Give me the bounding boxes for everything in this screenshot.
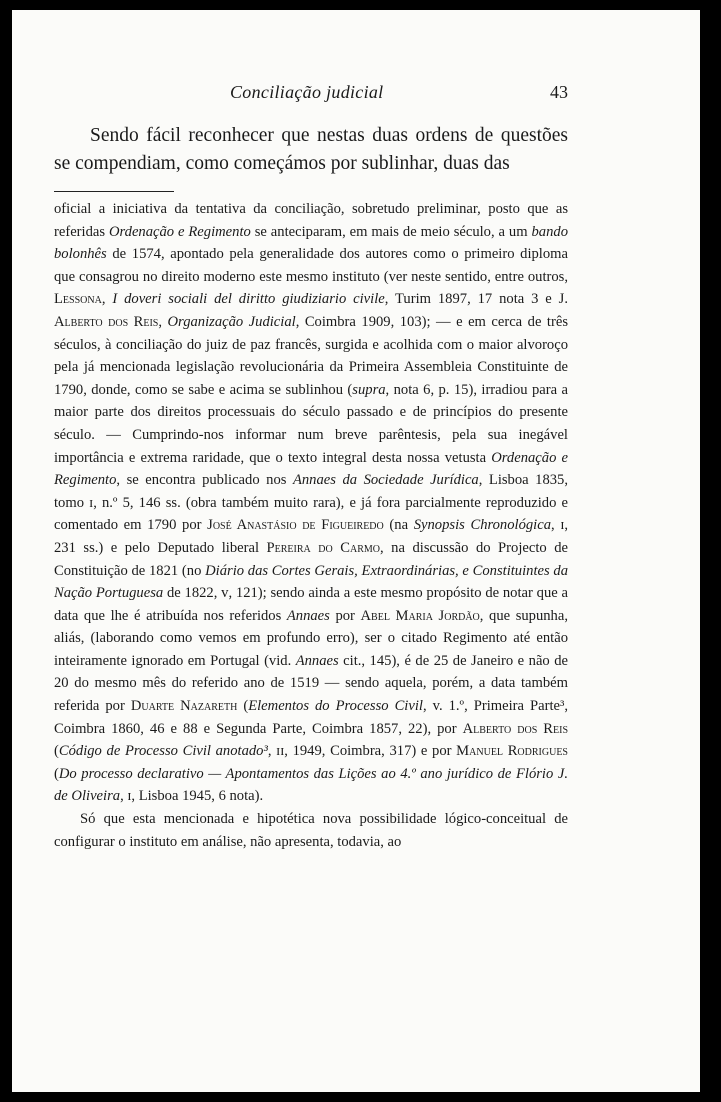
fn-author: Pereira do Carmo — [266, 539, 380, 556]
fn-text: , que supunha, aliás, (laborando como vemos em profundo erro), ser o citado Regimento até então inteiramente ignorado em Portugal (vid. — [54, 607, 568, 669]
fn-text: cit., 145), é de 25 de Janeiro e não de 20 do mesmo mês do referido ano de 1519 — sendo aquela, porém, a data também referida por — [54, 652, 568, 715]
running-head: Conciliação judicial — [230, 82, 384, 102]
fn-author: José Anastásio de Figueiredo — [207, 517, 384, 534]
fn-author: Duarte Nazareth — [130, 698, 238, 715]
book-page — [12, 10, 700, 1092]
footnote — [54, 198, 568, 853]
fn-author: Manuel Rodrigues — [456, 743, 568, 760]
fn-text: de 1574, apontado pela generalidade dos autores como o primeiro diploma que consagrou no direito moderno este mesmo instituto (ver neste sentido, entre outros, — [54, 246, 568, 285]
fn-text: , ɪ, 231 ss.) e pelo Deputado liberal — [54, 517, 569, 556]
fn-italic: Annaes — [286, 607, 330, 624]
fn-text: , — [101, 291, 113, 308]
fn-text: ( — [54, 765, 59, 782]
fn-text: de 1822, ᴠ, 121); sendo ainda a este mesmo propósito de notar que a data que lhe é atribuída nos referidos — [54, 585, 568, 624]
fn-text: (na — [383, 517, 414, 534]
footnote-paragraph-2: Só que esta mencionada e hipotética nova possibilidade lógico-conceitual de configurar o instituto em análise, não apresenta, todavia, ao — [54, 811, 568, 850]
fn-italic: Elementos do Processo Civil — [248, 698, 423, 715]
fn-text: ( — [54, 743, 59, 760]
fn-text: , — [158, 313, 168, 330]
page-number: 43 — [550, 82, 568, 102]
fn-italic: I doveri sociali del diritto giudiziario civile — [112, 291, 385, 308]
fn-author: Alberto dos Reis — [462, 720, 569, 737]
fn-text: , ɪɪ, 1949, Coimbra, 317) e por — [267, 743, 457, 760]
fn-italic: Ordenação e Regimento — [54, 449, 569, 489]
fn-text: por — [329, 607, 361, 624]
fn-italic: Código de Processo Civil anotado³ — [58, 743, 268, 760]
fn-italic: bando bolonhês — [54, 223, 568, 263]
fn-italic: supra — [352, 381, 386, 398]
fn-author: Lessona — [54, 291, 102, 308]
fn-text: oficial a iniciativa da tentativa da conciliação, sobretudo preliminar, posto que as referidas — [54, 201, 568, 240]
fn-text: , ɪ, Lisboa 1945, 6 nota). — [120, 788, 264, 805]
fn-text: , Coimbra 1909, 103); — e em cerca de três séculos, à conciliação do juiz de paz francês, surgida e acolhida com o maior alvoroço pela já mencionada legislação revolucionária da Primeira Assembleia Constituinte de 1790, donde, como se sabe e acima se sublinhou ( — [54, 313, 568, 398]
fn-text: , se encontra publicado nos — [116, 472, 293, 489]
footnote-separator — [54, 191, 174, 192]
fn-italic: Do processo declarativo — Apontamentos das Lições ao 4.º ano jurídico de Flório J. de Oliveira — [54, 765, 568, 805]
fn-italic: Annaes da Sociedade Jurídica — [292, 472, 479, 489]
fn-text: , na discussão do Projecto de Constituição de 1821 (no — [54, 539, 568, 579]
fn-italic: Diário das Cortes Gerais, Extraordinárias, e Constituintes da Nação Portuguesa — [54, 562, 568, 602]
fn-text: , v. 1.º, Primeira Parte³, Coimbra 1860, 46 e 88 e Segunda Parte, Coimbra 1857, 22), por — [54, 698, 569, 737]
body-paragraph: Sendo fácil reconhecer que nestas duas ordens de questões se compendiam, como começámos por sublinhar, duas das — [54, 125, 568, 174]
fn-italic: Organização Judicial — [167, 313, 296, 330]
fn-text: ( — [237, 698, 249, 715]
footnote-paragraph-1 — [54, 198, 568, 808]
fn-italic: Annaes — [295, 652, 339, 669]
fn-text: se anteciparam, em mais de meio século, a um — [250, 223, 532, 240]
fn-italic: Synopsis Chronológica — [413, 517, 552, 534]
fn-italic: Ordenação e Regimento — [108, 223, 251, 240]
fn-author: Abel Maria Jordão — [360, 607, 480, 624]
fn-author: Alberto dos Reis — [54, 313, 159, 330]
main-text — [54, 122, 568, 178]
fn-text: , Lisboa 1835, tomo ɪ, n.º 5, 146 ss. (obra também muito rara), e já fora parcialmente reproduzido e comentado em 1790 por — [54, 472, 568, 534]
page-header — [12, 82, 700, 112]
fn-text: , nota 6, p. 15), irradiou para a maior parte dos direitos processuais do século passado e de princípios do presente século. — Cumprindo-nos informar num breve parêntesis, pela sua inegável importância e extrema raridade, que o texto integral desta nossa vetusta — [54, 381, 568, 466]
fn-text: , Turim 1897, 17 nota 3 e J. — [384, 291, 568, 308]
